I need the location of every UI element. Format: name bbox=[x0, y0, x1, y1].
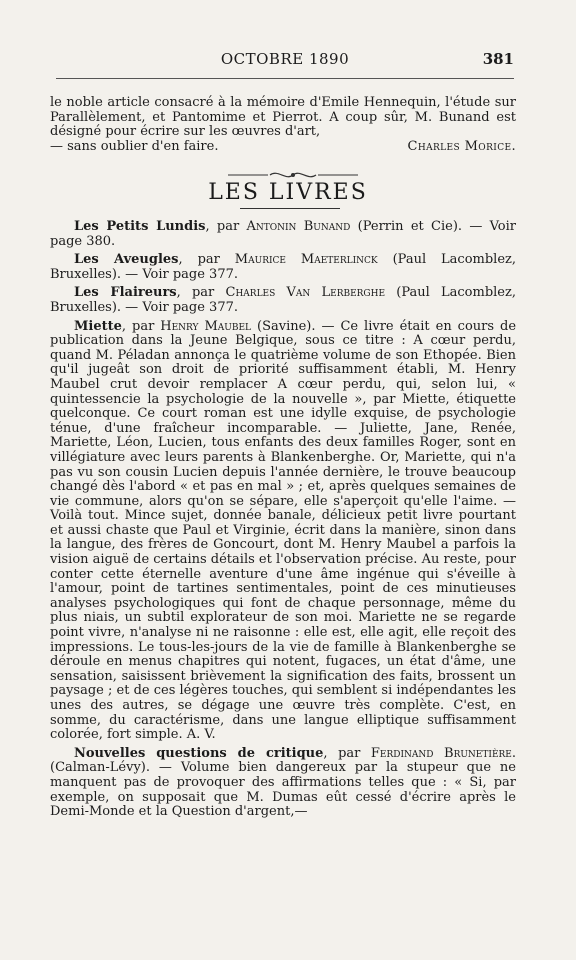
header-rule bbox=[56, 78, 514, 79]
review-title: Les Aveugles bbox=[74, 252, 179, 268]
page-number: 381 bbox=[482, 50, 514, 68]
lead-closing: — sans oublier d'en faire. bbox=[50, 138, 219, 154]
review-by: , par bbox=[176, 285, 226, 301]
review-by: , par bbox=[205, 219, 247, 234]
section-rule bbox=[240, 208, 340, 209]
lead-author: Charles Morice. bbox=[407, 138, 516, 154]
review-author: Maurice Maeterlinck bbox=[234, 252, 378, 268]
signature-line bbox=[50, 140, 516, 155]
header-month: OCTOBRE 1890 bbox=[220, 50, 350, 68]
review-text: (Savine). — Ce livre était en cours de publication dans la Jeune Belgique, sous ce titre : A cœur perdu, quand M. Péladan annonça le quatrième volume de son Ethopée. Bien qu'il jugeât son droit de priorité suffisamment établi, M. Henry Maubel crut devoir remplacer A cœur perdu, qui, selon lui, « quintessencie la psychologie de la nouvelle », par Miette, étiquette quelconque. Ce court roman est une idylle exquise, de psychologie ténue, d'une fraîcheur incomparable. — Juliette, Jane, Renée, Mariette, Léon, Lucien, tous enfants des deux familles Roger, sont en villégiature avec leurs parents à Blankenberghe. Or, Mariette, qui n'a pas vu son cousin Lucien depuis l'année dernière, le trouve beaucoup changé dès l'abord « et pas en mal » ; et, après quelques semaines de vie commune, alors qu'on se sépare, elle s'aperçoit qu'elle l'aime. — Voilà tout. Mince sujet, donnée banale, délicieux petit livre pourtant et aussi chaste que Paul et Virginie, écrit dans la manière, sinon dans la langue, des frères de Goncourt, dont M. Henry Maubel a parfois la vision aiguë de certains détails et l'observation précise. Au reste, pour conter cette éternelle aventure d'une âme ingénue qui s'éveille à l'amour, point de tartines sentimentales, point de ces minutieuses analyses psychologiques qui font de chaque personnage, même du plus niais, un subtil explorateur de son moi. Mariette ne se regarde point vivre, n'analyse ni ne raisonne : elle est, elle agit, elle reçoit des impressions. Le tous-les-jours de la vie de famille à Blankenberghe se déroule en menus chapitres qui notent, fugaces, un état d'âme, une sensation, saisissent brièvement la signification des faits, brossent un paysage ; et de ces légères touches, qui semblent si indépendantes les unes des autres, se dégage une œuvre très complète. C'est, en somme, du caractérisme, dans une langue elliptique suffisamment colorée, fort simple. A. V. bbox=[50, 318, 517, 743]
review-by: , par bbox=[323, 745, 371, 761]
review-by: , par bbox=[178, 252, 235, 268]
review-title: Les Flaireurs bbox=[74, 285, 177, 301]
review-title: Les Petits Lundis bbox=[74, 219, 206, 234]
reviews-list bbox=[50, 220, 516, 824]
review-entry bbox=[50, 286, 516, 315]
review-entry bbox=[50, 320, 516, 743]
review-text: (Perrin et Cie). — Voir page 380. bbox=[50, 219, 517, 249]
review-author: Antonin Bunand bbox=[246, 219, 351, 234]
review-author: Henry Maubel bbox=[160, 318, 252, 334]
review-entry bbox=[50, 220, 516, 249]
review-entry bbox=[50, 747, 516, 820]
review-entry bbox=[50, 253, 516, 282]
review-author: Ferdinand Brunetière bbox=[370, 745, 512, 761]
lead-text: le noble article consacré à la mémoire d'Emile Hennequin, l'étude sur Parallèlement, et Pantomime et Pierrot. A coup sûr, M. Bunand est désigné pour écrire sur les œuvres d'art, bbox=[50, 95, 516, 140]
review-text: . (Calman-Lévy). — Volume bien dangereux par la stupeur que ne manquent pas de provoquer des affirmations telles que : « Si, par exemple, on supposait que M. Dumas eût cessé d'écrire après le Demi-Monde et la Question d'argent,— bbox=[50, 745, 516, 820]
review-text: (Paul Lacomblez, Bruxelles). — Voir page 377. bbox=[50, 252, 516, 282]
review-author: Charles Van Lerberghe bbox=[225, 285, 386, 301]
section-title: LES LIVRES bbox=[208, 180, 368, 205]
lead-paragraph bbox=[50, 96, 516, 154]
review-by: , par bbox=[121, 318, 161, 334]
running-header bbox=[56, 50, 514, 74]
review-title: Nouvelles questions de critique bbox=[74, 745, 324, 761]
review-text: (Paul Lacomblez, Bruxelles). — Voir page 377. bbox=[50, 285, 516, 315]
review-title: Miette bbox=[74, 318, 122, 334]
